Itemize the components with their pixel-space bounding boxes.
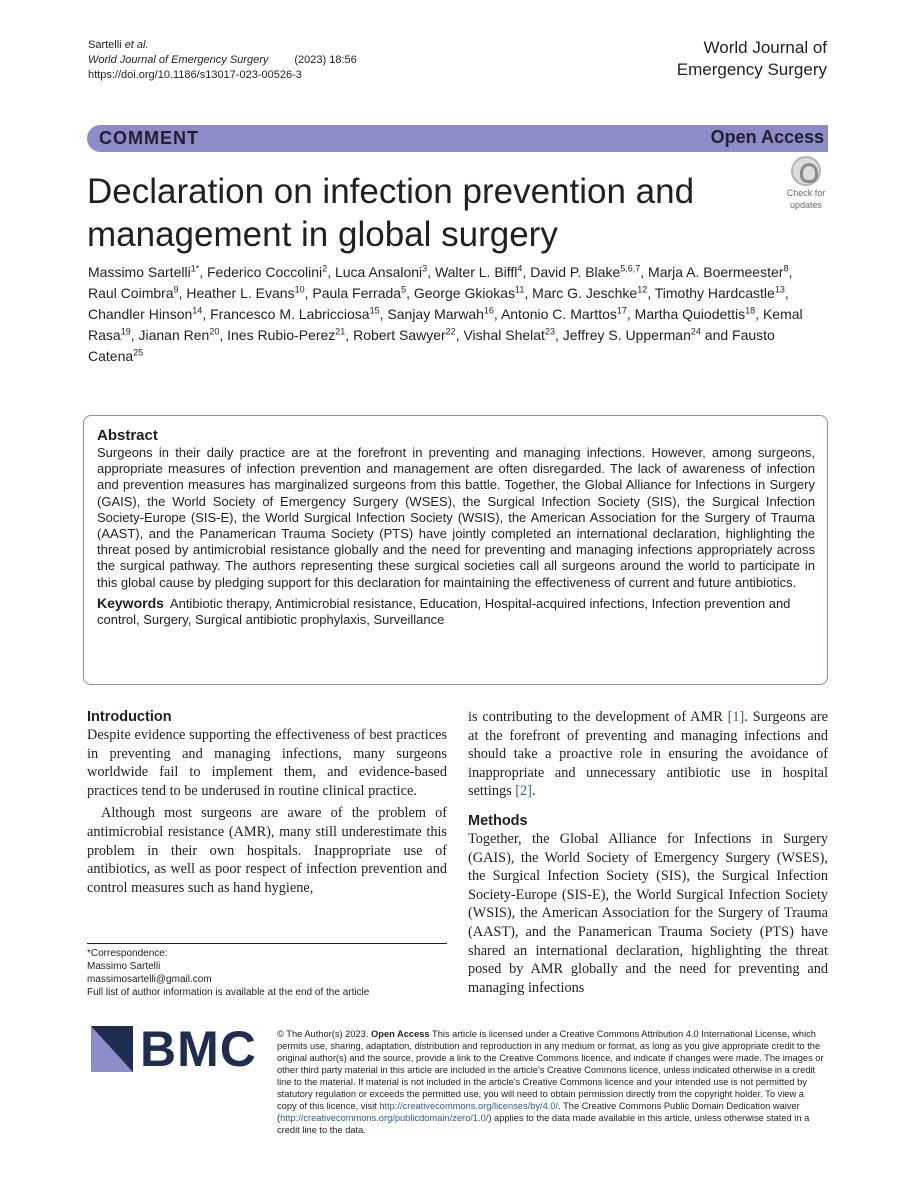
author-separator: , bbox=[130, 327, 139, 343]
author-affiliation: 3 bbox=[422, 263, 428, 274]
author-name: Timothy Hardcastle bbox=[654, 285, 775, 301]
footnote-rule bbox=[87, 943, 447, 944]
author-affiliation: 5 bbox=[401, 284, 407, 295]
author-affiliation: 14 bbox=[192, 305, 203, 316]
footnote-label: *Correspondence: bbox=[87, 948, 168, 959]
author-name: George Gkiokas bbox=[413, 285, 516, 301]
author-affiliation: 22 bbox=[445, 326, 456, 337]
author-affiliation: 18 bbox=[745, 305, 756, 316]
check-for-updates-text-1: Check for bbox=[786, 188, 826, 198]
author-name: Raul Coimbra bbox=[88, 285, 174, 301]
author-name: Heather L. Evans bbox=[186, 285, 295, 301]
author-name: Massimo Sartelli bbox=[88, 264, 191, 280]
author-name: Vishal Shelat bbox=[463, 327, 545, 343]
running-header bbox=[88, 38, 357, 83]
author-separator: , bbox=[178, 285, 187, 301]
author-name: Kemal Rasa bbox=[88, 306, 803, 343]
author-affiliation: 4 bbox=[517, 263, 523, 274]
author-affiliation: 13 bbox=[774, 284, 785, 295]
footnote-email[interactable]: massimosartelli@gmail.com bbox=[87, 974, 212, 985]
footnote-author-info: Full list of author information is available at the end of the article bbox=[87, 987, 370, 998]
author-affiliation: 23 bbox=[544, 326, 555, 337]
open-access-label: Open Access bbox=[710, 127, 824, 147]
keywords-text: Antibiotic therapy, Antimicrobial resistance, Education, Hospital-acquired infections, Infection prevention and control, Surgery, Surgical antibiotic prophylaxis, Surveillance bbox=[97, 595, 791, 628]
bmc-logo-mark-icon bbox=[91, 1026, 133, 1072]
author-name: Jeffrey S. Upperman bbox=[562, 327, 691, 343]
author-affiliation: 20 bbox=[209, 326, 220, 337]
journal-name-line1: World Journal of bbox=[703, 38, 827, 57]
header-volume: (2023) 18:56 bbox=[294, 54, 357, 66]
author-separator: , bbox=[345, 327, 354, 343]
author-separator: , bbox=[327, 264, 335, 280]
author-separator: , bbox=[455, 327, 464, 343]
author-name: Jianan Ren bbox=[138, 327, 210, 343]
author-name: Martha Quiodettis bbox=[634, 306, 746, 322]
author-name: David P. Blake bbox=[530, 264, 621, 280]
methods-heading: Methods bbox=[468, 812, 528, 829]
author-separator: , bbox=[493, 306, 501, 322]
article-type-band bbox=[87, 125, 828, 152]
author-name: Marc G. Jeschke bbox=[532, 285, 638, 301]
journal-name-line2: Emergency Surgery bbox=[676, 60, 827, 79]
author-name: Walter L. Biffl bbox=[434, 264, 518, 280]
footnote-author: Massimo Sartelli bbox=[87, 961, 161, 972]
author-separator: , bbox=[304, 285, 313, 301]
methods-paragraph-1: Together, the Global Alliance for Infections in Surgery (GAIS), the World Society of Emergency Surgery (WSES), the Surgical Infection Society (SIS), the Surgical Infection Society-Europe (SIS-E), the World Surgical Infection Society (WSIS), the American Association for the Surgery of Trauma (AAST), and the Panamerican Trauma Society (PTS) have shared an international declaration, highlighting the threat posed by AMR globally and the need for preventing and managing infections bbox=[468, 830, 828, 996]
author-separator: , bbox=[199, 264, 207, 280]
header-doi-link[interactable]: https://doi.org/10.1186/s13017-023-00526-3 bbox=[88, 69, 302, 81]
header-author: Sartelli bbox=[88, 39, 122, 51]
author-name: Ines Rubio-Perez bbox=[227, 327, 336, 343]
author-separator: , bbox=[379, 306, 388, 322]
bmc-logo bbox=[91, 1021, 261, 1077]
check-for-updates-text-2: updates bbox=[789, 200, 823, 210]
author-name: Robert Sawyer bbox=[353, 327, 446, 343]
check-for-updates-badge[interactable] bbox=[781, 156, 831, 210]
author-name: Paula Ferrada bbox=[312, 285, 402, 301]
author-name: Fausto Catena bbox=[88, 327, 775, 364]
introduction-paragraph-1: Despite evidence supporting the effectiveness of best practices in preventing and managing infections, many surgeons worldwide fail to implement them, and evidence-based practices tend to be underused in routine clinical practice. bbox=[87, 727, 447, 799]
author-name: Luca Ansaloni bbox=[334, 264, 423, 280]
author-name: Francesco M. Labricciosa bbox=[210, 306, 370, 322]
author-affiliation: 19 bbox=[120, 326, 131, 337]
author-affiliation: 16 bbox=[483, 305, 494, 316]
check-for-updates-icon bbox=[791, 156, 821, 186]
author-separator: , bbox=[427, 264, 435, 280]
license-link-cc0[interactable]: http://creativecommons.org/publicdomain/zero/1.0/ bbox=[280, 1113, 489, 1123]
header-journal-line bbox=[88, 53, 357, 68]
author-separator: , bbox=[219, 327, 228, 343]
author-separator: , bbox=[554, 327, 563, 343]
abstract-text: Surgeons in their daily practice are at the forefront in preventing and managing infections. However, among surgeons, appropriate measures of infection prevention and management are often disregarded. The lack of awareness of infection and prevention measures has marginalized surgeons from this battle. Together, the Global Alliance for Infections in Surgery (GAIS), the World Society of Emergency Surgery (WSES), the Surgical Infection Society (SIS), the Surgical Infection Society-Europe (SIS-E), the World Surgical Infection Society (WSIS), the American Association for the Surgery of Trauma (AAST), and the Panamerican Trauma Society (PTS) have jointly completed an international declaration, highlighting the threat posed by antimicrobial resistance globally and the need for preventing and managing infections appropriately across the surgical pathway. The authors representing these surgical societies call all surgeons around the world to participate in this global cause by pledging support for this declaration for maintaining the effectiveness of current and future antibiotics. bbox=[97, 445, 815, 590]
author-affiliation: 24 bbox=[690, 326, 701, 337]
body-column-left bbox=[87, 708, 447, 897]
keywords-label: Keywords bbox=[97, 594, 164, 611]
author-name: Marja A. Boermeester bbox=[648, 264, 784, 280]
journal-name bbox=[677, 37, 827, 81]
introduction-paragraph-2: Although most surgeons are aware of the problem of antimicrobial resistance (AMR), many still underestimate this problem in their own hospitals. Inappropriate use of antibiotics, as well as poor respect of infection prevention and control measures such as hand hygiene, bbox=[87, 805, 447, 896]
author-separator: , bbox=[524, 285, 533, 301]
author-affiliation: 9 bbox=[173, 284, 179, 295]
abstract-box bbox=[83, 415, 828, 685]
author-affiliation: 10 bbox=[294, 284, 305, 295]
author-separator: , bbox=[647, 285, 655, 301]
bmc-logo-text: BMC bbox=[140, 1021, 257, 1077]
header-et-al: et al. bbox=[124, 39, 149, 51]
article-title: Declaration on infection prevention and management in global surgery bbox=[87, 172, 695, 254]
body-column-right bbox=[468, 708, 828, 997]
author-affiliation: 8 bbox=[783, 263, 789, 274]
author-name: Antonio C. Marttos bbox=[500, 306, 617, 322]
author-affiliation: 17 bbox=[616, 305, 627, 316]
author-list bbox=[88, 262, 823, 367]
author-affiliation: 15 bbox=[369, 305, 380, 316]
author-name: Chandler Hinson bbox=[88, 306, 193, 322]
author-affiliation: 12 bbox=[637, 284, 648, 295]
author-separator: , bbox=[640, 264, 649, 280]
header-author-line bbox=[88, 38, 357, 53]
reference-link-1[interactable]: [1] bbox=[727, 709, 745, 725]
author-affiliation: 21 bbox=[335, 326, 346, 337]
author-separator: , bbox=[788, 264, 793, 280]
reference-link-2[interactable]: [2] bbox=[515, 783, 532, 800]
author-affiliation: 25 bbox=[133, 347, 144, 358]
author-affiliation: 11 bbox=[515, 284, 525, 295]
introduction-heading: Introduction bbox=[87, 709, 172, 725]
author-affiliation: 1* bbox=[190, 263, 200, 274]
author-affiliation: 5,6,7 bbox=[620, 263, 641, 274]
license-link-cc-by[interactable]: http://creativecommons.org/licenses/by/4.0/ bbox=[379, 1101, 559, 1111]
license-statement: © The Author(s) 2023. Open Access This article is licensed under a Creative Commons Attribution 4.0 International License, which permits use, sharing, adaptation, distribution and reproduction in any medium or format, as long as you give appropriate credit to the original author(s) and the source, provide a link to the Creative Commons licence, and indicate if changes were made. The images or other third party material in this article are included in the article's Creative Commons licence, unless indicated otherwise in a credit line to the material. If material is not included in the article's Creative Commons licence and your intended use is not permitted by statutory regulation or exceeds the permitted use, you will need to obtain permission directly from the copyright holder. To view a copy of this licence, visit http://creativecommons.org/licenses/by/4.0/. The Creative Commons Public Domain Dedication waiver (http://creativecommons.org/publicdomain/zero/1.0/) applies to the data made available in this article, unless otherwise stated in a credit line to the data. bbox=[277, 1029, 824, 1135]
author-separator: , bbox=[755, 306, 763, 322]
article-type-label: COMMENT bbox=[99, 128, 199, 148]
author-name: Sanjay Marwah bbox=[387, 306, 484, 322]
header-journal: World Journal of Emergency Surgery bbox=[88, 54, 269, 66]
author-separator: , bbox=[522, 264, 531, 280]
abstract-heading: Abstract bbox=[97, 427, 158, 444]
author-name: Federico Coccolini bbox=[207, 264, 323, 280]
correspondence-footnote bbox=[87, 947, 447, 999]
author-separator: , bbox=[202, 306, 211, 322]
author-separator: and bbox=[700, 327, 733, 343]
introduction-paragraph-2-continued: is contributing to the development of AMR [1]. Surgeons are at the forefront of preventing and managing infections and should take a proactive role in ensuring the avoidance of inappropriate and unnecessary antibiotic use in hospital settings [2]. bbox=[468, 709, 828, 800]
author-separator: , bbox=[626, 306, 635, 322]
author-separator: , bbox=[406, 285, 414, 301]
author-affiliation: 2 bbox=[322, 263, 328, 274]
keywords bbox=[97, 595, 815, 628]
author-separator: , bbox=[784, 285, 789, 301]
